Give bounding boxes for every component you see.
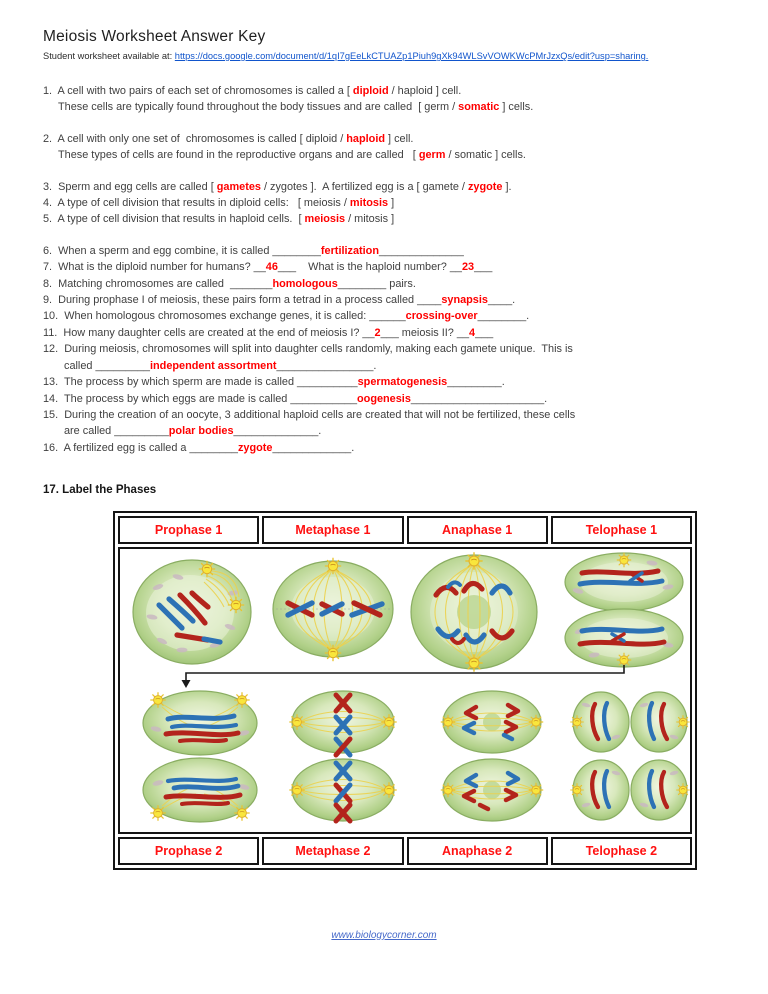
phase-label-telophase-1: Telophase 1: [551, 516, 692, 544]
question-text: ___: [474, 261, 493, 274]
phase-image-row: [118, 547, 692, 834]
question-line: [43, 243, 748, 259]
page-title: Meiosis Worksheet Answer Key: [43, 28, 266, 45]
question-line: [43, 131, 748, 147]
prophase-2-diagram: [138, 689, 263, 824]
question-text: These cells are typically found throughout the body tissues and are called [ germ /: [58, 101, 459, 114]
prophase-1-diagram: [130, 555, 255, 667]
question-line: [43, 179, 748, 195]
question-line: [43, 211, 748, 227]
question-line: [43, 276, 748, 292]
question-text: 9. During prophase I of meiosis, these pairs form a tetrad in a process called ____: [43, 294, 442, 307]
answer-text: crossing-over: [405, 310, 478, 323]
phase-label-prophase-1: Prophase 1: [118, 516, 259, 544]
spacer: [43, 164, 748, 179]
question-line: [43, 374, 748, 390]
question-text: 8. Matching chromosomes are called _______: [43, 277, 273, 290]
question-text: ______________: [378, 244, 464, 257]
answer-text: 2: [374, 326, 381, 339]
question-text: ] cell.: [385, 132, 414, 145]
question-list: [43, 83, 748, 456]
question-line: [43, 391, 748, 407]
question-text: ___ meiosis II? __: [380, 326, 469, 339]
question-text: ________.: [477, 310, 530, 323]
question-text: / mitosis ]: [345, 213, 395, 226]
question-text: ______________________.: [410, 392, 548, 405]
metaphase-2-diagram: [288, 689, 398, 824]
answer-text: meiosis: [304, 213, 346, 226]
question-text: ___ What is the haploid number? __: [277, 261, 462, 274]
question-line: [43, 195, 748, 211]
question-text: called _________: [64, 359, 150, 372]
phase-label-prophase-2: Prophase 2: [118, 837, 259, 865]
question-text: 5. A type of cell division that results in haploid cells. [: [43, 213, 305, 226]
question-line: [43, 83, 748, 99]
question-text: / haploid ] cell.: [388, 85, 462, 97]
question-text: ______________.: [233, 425, 322, 438]
answer-text: 4: [469, 326, 476, 339]
question-text: 2. A cell with only one set of chromosomes is called [ diploid /: [43, 132, 347, 145]
subtitle-prefix: Student worksheet available at:: [43, 51, 175, 61]
answer-text: zygote: [467, 180, 503, 193]
question-line: [43, 99, 748, 115]
phase-label-anaphase-2: Anaphase 2: [407, 837, 548, 865]
question-line: [43, 341, 748, 357]
question-text: ____.: [487, 294, 516, 307]
question-text: 16. A fertilized egg is called a ________: [43, 441, 238, 454]
answer-text: somatic: [458, 101, 500, 114]
question-text: 12. During meiosis, chromosomes will split into daughter cells randomly, making each gamete unique. This is: [43, 343, 573, 356]
question-text: ].: [502, 180, 512, 193]
question-line: [43, 325, 748, 341]
question-line: [43, 440, 748, 456]
question-text: / zygotes ]. A fertilized egg is a [ gamete /: [260, 180, 468, 193]
question-text: ________________.: [276, 359, 377, 372]
answer-text: independent assortment: [150, 359, 277, 372]
question-text: 3. Sperm and egg cells are called [: [43, 180, 217, 193]
answer-text: spermatogenesis: [357, 376, 448, 389]
answer-text: synapsis: [441, 294, 488, 307]
answer-text: 23: [461, 261, 475, 274]
question-text: _____________.: [272, 441, 355, 454]
answer-text: homologous: [272, 277, 338, 290]
question-text: 11. How many daughter cells are created at the end of meiosis I? __: [43, 326, 375, 339]
answer-text: zygote: [237, 441, 273, 454]
answer-text: 46: [265, 261, 278, 274]
question-line: [43, 147, 748, 163]
worksheet-link[interactable]: https://docs.google.com/document/d/1qI7gEeLkCTUAZp1Piuh9gXk94WLSvVOWKWcPMrJzxQs/edit?usp=sharing.: [174, 51, 649, 61]
question-line: [43, 407, 748, 423]
question-text: 4. A type of cell division that results in diploid cells: [ meiosis /: [43, 197, 350, 210]
answer-text: mitosis: [349, 197, 389, 210]
answer-text: fertilization: [320, 244, 379, 257]
question-text: 14. The process by which eggs are made is called ___________: [43, 392, 358, 405]
answer-text: polar bodies: [168, 425, 234, 438]
phase-footer-row: [118, 837, 692, 865]
question-text: These types of cells are found in the reproductive organs and are called [: [58, 149, 419, 162]
question-text: / somatic ] cells.: [445, 149, 526, 162]
question-line: [43, 358, 748, 374]
question-text: ]: [388, 197, 395, 210]
question-line: [43, 423, 748, 439]
phase-table: [113, 511, 697, 870]
question-text: 13. The process by which sperm are made is called __________: [43, 376, 358, 389]
phase-label-metaphase-1: Metaphase 1: [262, 516, 403, 544]
question-text: are called _________: [64, 425, 169, 438]
answer-text: gametes: [216, 180, 261, 193]
phase-label-anaphase-1: Anaphase 1: [407, 516, 548, 544]
answer-text: diploid: [352, 85, 389, 97]
phase-label-metaphase-2: Metaphase 2: [262, 837, 403, 865]
question-line: [43, 259, 748, 275]
question-text: ___: [475, 326, 494, 339]
spacer: [43, 228, 748, 243]
anaphase-2-diagram: [440, 689, 545, 824]
anaphase-1-diagram: [408, 551, 541, 673]
label-the-phases-heading: 17. Label the Phases: [43, 484, 157, 497]
question-text: 10. When homologous chromosomes exchange genes, it is called: ______: [43, 310, 406, 323]
answer-text: oogenesis: [357, 392, 411, 405]
question-text: 15. During the creation of an oocyte, 3 additional haploid cells are created that will not be fertilized, these cells: [43, 408, 576, 421]
page-footer: [0, 930, 768, 941]
biologycorner-link[interactable]: www.biologycorner.com: [331, 930, 437, 941]
question-line: [43, 292, 748, 308]
question-text: 6. When a sperm and egg combine, it is called ________: [43, 244, 321, 257]
question-text: _________.: [447, 376, 505, 389]
answer-text: haploid: [346, 132, 385, 145]
question-line: [43, 308, 748, 324]
question-text: ] cells.: [499, 101, 534, 114]
question-text: ________ pairs.: [337, 277, 416, 290]
question-text: 1. A cell with two pairs of each set of chromosomes is called a [: [43, 85, 353, 97]
subtitle: [43, 51, 748, 61]
spacer: [43, 116, 748, 131]
answer-text: germ: [418, 149, 446, 162]
phase-header-row: [118, 516, 692, 544]
question-text: 7. What is the diploid number for humans? __: [43, 261, 266, 274]
metaphase-1-diagram: [270, 557, 397, 662]
phase-diagram-area: [118, 547, 692, 834]
phase-label-telophase-2: Telophase 2: [551, 837, 692, 865]
telophase-2-diagram: [570, 689, 690, 824]
telophase-1-diagram: [558, 551, 691, 669]
